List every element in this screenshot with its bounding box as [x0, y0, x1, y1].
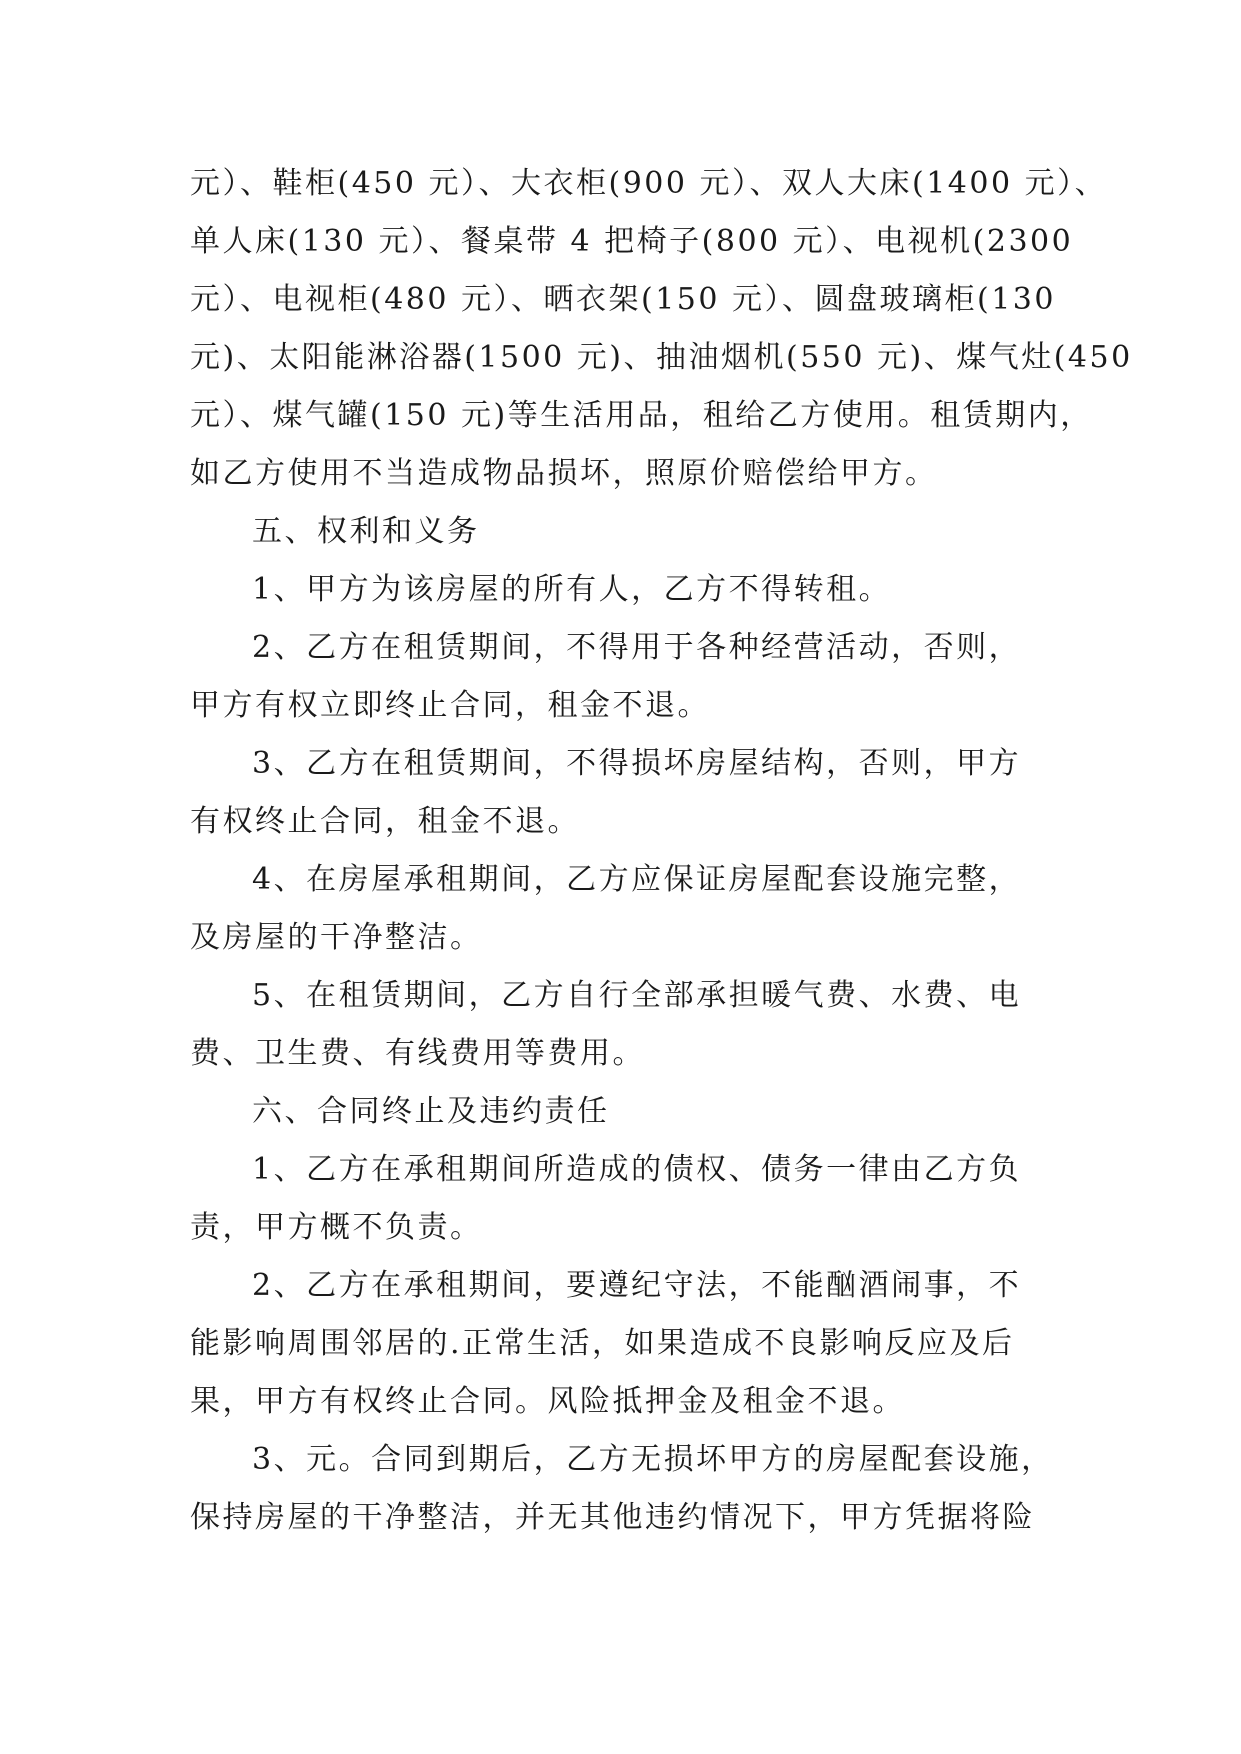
- text-line: 果，甲方有权终止合同。风险抵押金及租金不退。: [190, 1384, 905, 1419]
- text-line: 甲方有权立即终止合同，租金不退。: [190, 688, 710, 723]
- text-line: 1、甲方为该房屋的所有人，乙方不得转租。: [252, 572, 892, 607]
- text-line: 元）、电视柜(480 元）、晒衣架(150 元）、圆盘玻璃柜(130: [190, 282, 1056, 317]
- document-page: [190, 155, 1133, 1547]
- text-line: 保持房屋的干净整洁，并无其他违约情况下，甲方凭据将险: [190, 1500, 1035, 1535]
- section-heading: 五、权利和义务: [252, 514, 480, 549]
- text-line: 1、乙方在承租期间所造成的债权、债务一律由乙方负: [252, 1152, 1022, 1187]
- text-line: 2、乙方在承租期间，要遵纪守法，不能酗酒闹事，不: [252, 1268, 1022, 1303]
- text-line: 元）、鞋柜(450 元）、大衣柜(900 元）、双人大床(1400 元）、: [190, 166, 1108, 201]
- text-line: 及房屋的干净整洁。: [190, 920, 483, 955]
- text-line: 元）、煤气罐(150 元)等生活用品，租给乙方使用。租赁期内，: [190, 398, 1093, 433]
- text-line: 4、在房屋承租期间，乙方应保证房屋配套设施完整，: [252, 862, 1022, 897]
- text-line: 元)、太阳能淋浴器(1500 元)、抽油烟机(550 元)、煤气灶(450: [190, 340, 1133, 375]
- text-line: 5、在租赁期间，乙方自行全部承担暖气费、水费、电: [252, 978, 1022, 1013]
- text-line: 2、乙方在租赁期间，不得用于各种经营活动，否则，: [252, 630, 1022, 665]
- text-line: 有权终止合同，租金不退。: [190, 804, 580, 839]
- text-line: 如乙方使用不当造成物品损坏，照原价赔偿给甲方。: [190, 456, 938, 491]
- text-line: 费、卫生费、有线费用等费用。: [190, 1036, 645, 1071]
- text-line: 3、乙方在租赁期间，不得损坏房屋结构，否则，甲方: [252, 746, 1022, 781]
- text-line: 3、元。合同到期后，乙方无损坏甲方的房屋配套设施，: [252, 1442, 1054, 1477]
- text-line: 能影响周围邻居的.正常生活，如果造成不良影响反应及后: [190, 1326, 1015, 1361]
- text-line: 责，甲方概不负责。: [190, 1210, 483, 1245]
- section-heading: 六、合同终止及违约责任: [252, 1094, 610, 1129]
- text-line: 单人床(130 元）、餐桌带 4 把椅子(800 元）、电视机(2300: [190, 224, 1074, 259]
